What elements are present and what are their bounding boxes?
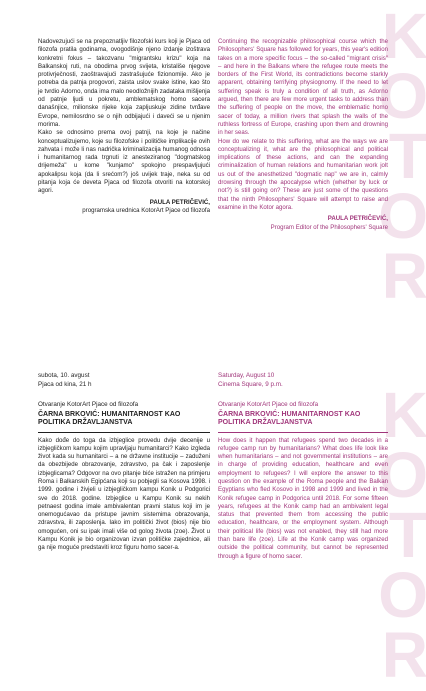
- signature-name-en: PAULA PETRIČEVIĆ,: [327, 215, 388, 223]
- watermark-bottom: K O T O R: [378, 379, 426, 691]
- event-date-hr: subota, 10. avgust: [38, 372, 90, 379]
- session-title-hr: ČARNA BRKOVIĆ: HUMANITARNOST KAO POLITIKA DRŽAVLJANSTVA: [38, 410, 181, 426]
- event-block-en: [218, 372, 388, 389]
- signature-role-en: Program Editor of the Philosophers' Square: [270, 223, 388, 231]
- divider-hr: [38, 432, 210, 433]
- signature-name-hr: PAULA PETRIČEVIĆ,: [149, 198, 210, 206]
- session-subtitle-hr: Otvaranje KotorArt Pjace od filozofa: [38, 401, 139, 408]
- session-title-en: ČARNA BRKOVIĆ: HUMANITARNOST KAO POLITIKA DRŽAVLJANSTVA: [218, 410, 361, 426]
- event-place-hr: Pjaca od kina, 21 h: [38, 380, 92, 388]
- intro-text-hr: Nadovezujući se na prepoznatljiv filozofski kurs koji je Pjaca od filozofa pratila godinama, ovogodišnje njeno izdanje izoštrava konkretni fokus – takozvanu "migrantsku krizu" koja na Balkanskoj ruti, na obodima prvog svijeta, kristališe njegove protivrječnosti, zaoštravajući zastrašujuće fizionomije. Ako je potreba da patnja progovori, zaista uslov svake istine, kao što je tvrdio Adorno, onda ima malo neodložnijih zadataka mišljenja od patnje ljudi u pokretu, amblematskog homo sacera današnjice, milionske rijeke koja zapljuskuje zidine tvrđave Evrope, nemilosrdno se o njih odbijajući i daveći se u njenim morima. Kako se odnosimo prema ovoj patnji, na koje je načine konceptualizujemo, koje su filozofske i političke implikacije ovih zahvata i može li nas nadrička kriminalizacija humanog odnosa i humanitarnog rada trgnuti iz anesteziranog "dogmatskog drijemeža" u kome "kunjamo" spokojno prespavljujući apokalipsu koja (da li srećom?) još uvijek traje, neka su od pitanja koja će deveta Pjaca od filozofa otvoriti na kotorskoj agori.: [38, 38, 210, 195]
- event-date-en: Saturday, August 10: [218, 372, 275, 379]
- session-block-hr: [38, 401, 210, 553]
- session-body-en: How does it happen that refugees spend two decades in a refugee camp run by humanitarians? What does life look like when humanitarians – and not governmental institutions – are in charge of providing education, healthcare and even employment to refugees? I will explore the answer to this question on the example of the Roma people and the Balkan Egyptians who fled Kosovo in 1998 and 1999 and lived in the Konik refugee camp in Podgorica until 2018. For some fifteen years, refugees at the Konik camp had an ambivalent legal status that prevented them from accessing the public education, healthcare, or the employment system. Although their political life (bios) was not enabled, they still had more than bare life (zoe). Life at the Konik camp was organized outside the political community, but cannot be represented through a figure of homo sacer.: [218, 436, 388, 560]
- column-montenegrin: [38, 38, 210, 215]
- session-block-en: [218, 401, 388, 561]
- intro-text-en: Continuing the recognizable philosophical course which the Philosophers' Square has followed for years, this year's edition takes on a more specific focus – the so-called "migrant crisis" – and here in the Balkans where the refugee route meets the borders of the First World, its contradictions become starkly apparent, obtaining terrifying physiognomy. If the need to let suffering speak is truly a condition of all truth, as Adorno argued, then there are few more urgent tasks to address than the suffering of people on the move, the emblematic homo sacer of today, a million rivers that splash the walls of the ruthless fortress of Europe, crashing upon them and drowning in her seas. How do we relate to this suffering, what are the ways we are conceptualizing it, what are the philosophical and political implications of these actions, and can the expanding criminalization of human relations and humanitarian work jolt us out of the anesthetized "dogmatic nap" we are in, calmly drowsing through the apocalypse which (whether by luck or not?) is still going on? These are just some of the questions that the ninth Philosophers' Square will attempt to raise and examine in the Kotor agora.: [218, 38, 388, 211]
- divider-en: [218, 432, 388, 433]
- session-subtitle-en: Otvaranje KotorArt Pjace od filozofa: [218, 401, 319, 408]
- session-body-hr: Kako dođe do toga da izbjeglice provedu dvije decenije u izbjegličkom kampu kojim upravljaju humanitarci? Kako izgleda život kada su humanitarci – a ne državne institucije – zaduženi da obezbijede obrazovanje, zdravstvo, pa čak i zaposlenje izbjeglicama? Odgovor na ovo pitanje biće istražen na primjeru Roma i Balkanskih Egipćana koji su pobjegli sa Kosova 1998. i 1999. godine i živjeli u izbjegličkom kampu Konik u Podgorici sve do 2018. godine. Izbjeglice u Kampu Konik su nekih petnaest godina imale ambivalentan pravni status koji im je onemogućavao da pristupe javnim sistemima obrazovanja, zdravstva, ili zaposlenja. Iako im politički život (bios) nije bio omogućen, oni su ipak imali više od golog života (zoe). Život u Kampu Konik je bio organizovan izvan političke zajednice, ali ga nije moguće predstaviti kroz figuru homo sacer-a.: [38, 436, 210, 552]
- column-english: [218, 38, 388, 232]
- event-block-hr: [38, 372, 210, 389]
- signature-role-hr: programska urednica KotorArt Pjace od filozofa: [82, 206, 210, 214]
- watermark-top: K O T O R: [378, 0, 426, 312]
- event-place-en: Cinema Square, 9 p.m.: [218, 380, 283, 388]
